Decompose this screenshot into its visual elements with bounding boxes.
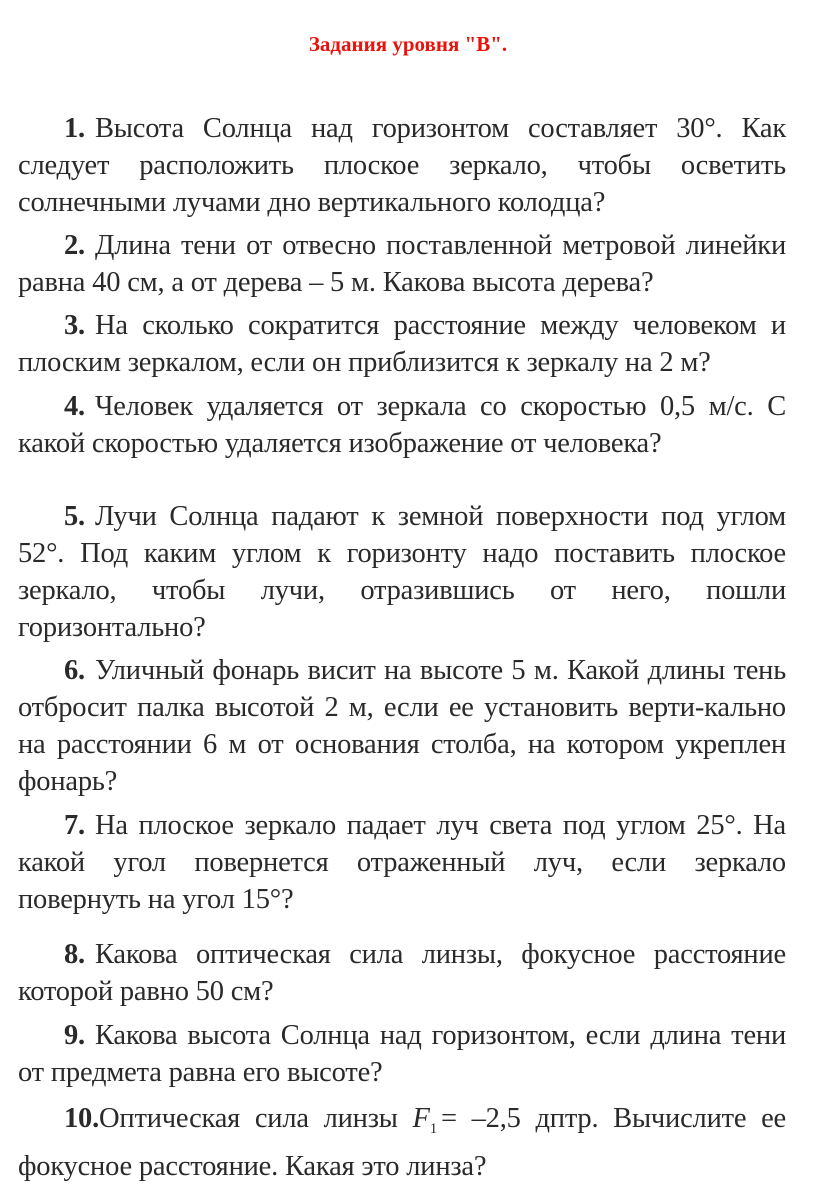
problem-text: Оптическая сила линзы — [99, 1103, 413, 1134]
problem-number: 8. — [64, 939, 85, 970]
problem-text: На сколько сократится расстояние между человеком и плоским зеркалом, если он приблизится к зеркалу на 2 м? — [18, 310, 786, 378]
problem-8 — [18, 936, 786, 1010]
problem-7 — [18, 807, 786, 918]
problem-9 — [18, 1017, 786, 1091]
problem-text: Высота Солнца над горизонтом составляет 30°. Как следует расположить плоское зеркало, чтобы осветить солнечными лучами дно вертикального колодца? — [18, 113, 786, 218]
problem-text: Лучи Солнца падают к земной поверхности под углом 52°. Под каким углом к горизонту надо поставить плоское зеркало, чтобы лучи, отразившись от него, пошли горизонтально? — [18, 501, 786, 643]
problem-1 — [18, 110, 786, 221]
problem-number: 2. — [64, 230, 85, 261]
problem-6 — [18, 652, 786, 800]
problem-text: Человек удаляется от зеркала со скоростью 0,5 м/с. С какой скоростью удаляется изображение от человека? — [18, 391, 786, 459]
problem-number: 1. — [64, 113, 85, 144]
problem-3 — [18, 307, 786, 381]
problem-number: 4. — [64, 391, 85, 422]
problem-number: 9. — [64, 1020, 85, 1051]
problem-text: Длина тени от отвесно поставленной метровой линейки равна 40 см, а от дерева – 5 м. Какова высота дерева? — [18, 230, 786, 298]
problem-4 — [18, 388, 786, 462]
problem-text: Какова оптическая сила линзы, фокусное расстояние которой равно 50 см? — [18, 939, 786, 1007]
problem-number: 3. — [64, 310, 85, 341]
problem-number: 6. — [64, 655, 85, 686]
formula-subscript: 1 — [429, 1121, 437, 1137]
problem-text-continued: = –2,5 дптр. Вычислите ее фокусное расстояние. Какая это линза? — [18, 1103, 786, 1182]
problem-number: 5. — [64, 501, 85, 532]
problem-2 — [18, 227, 786, 301]
problem-text: Уличный фонарь висит на высоте 5 м. Какой длины тень отбросит палка высотой 2 м, если ее установить верти-кально на расстоянии 6 м от основания столба, на котором укреплен фонарь? — [18, 655, 786, 797]
formula-variable: F — [412, 1103, 430, 1134]
problem-number: 10. — [64, 1103, 100, 1134]
problem-5 — [18, 498, 786, 646]
problem-text: Какова высота Солнца над горизонтом, если длина тени от предмета равна его высоте? — [18, 1020, 786, 1088]
problem-10 — [18, 1100, 786, 1185]
problem-text: На плоское зеркало падает луч света под углом 25°. На какой угол повернется отраженный луч, если зеркало повернуть на угол 15°? — [18, 810, 786, 915]
page-title: Задания уровня "В". — [308, 32, 508, 56]
problem-number: 7. — [64, 810, 85, 841]
